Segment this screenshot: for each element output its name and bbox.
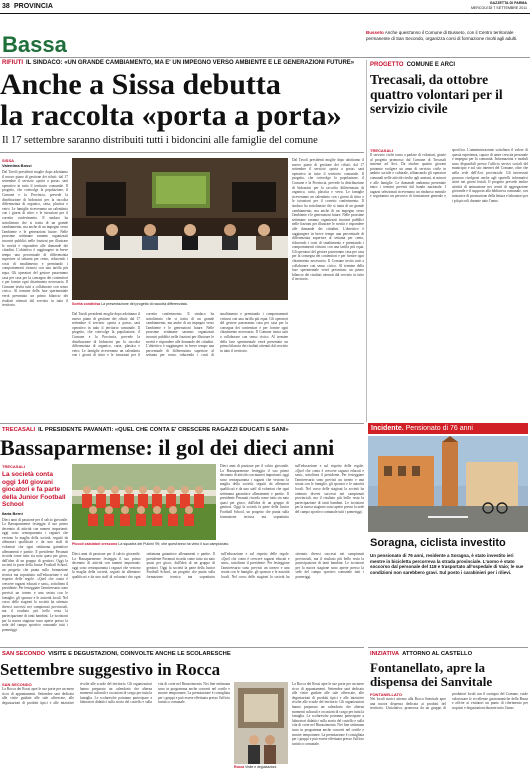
meeting-photo-illustration xyxy=(72,158,288,300)
brief-tag: Busseto xyxy=(366,30,384,35)
feature-deck: La società conta oggi 140 giovani giocatori e fa parte della Junior Football School xyxy=(2,471,66,508)
trecasali-kicker-tag: PROGETTO xyxy=(370,62,404,68)
street-photo-illustration xyxy=(368,436,528,532)
lead-body-2: Dal Tavoli presidenti moglie dopo adottiamo il nuovo piano di gestione dei rifiuti: dal 17 settembre il servizio «porta a porta» sarà operativo in tutto il territorio comunale. Il progetto, che coinvolge la popolazione, il Comune e la Provincia, prevede la distribuzione di bidoncini per la raccolta differenziata di organico, carta, plastica e vetro. Le famiglie riceveranno un calendario con i giorni di ritiro e le istruzioni per il corretto conferimento. Il sindaco ha sottolineato che si tratta di un grande cambiamento, ma anche di un impegno verso l'ambiente e le generazioni future. Nelle prossime settimane saranno organizzati incontri pubblici nelle frazioni per illustrare le novità e rispondere alle domande dei cittadini. L'obiettivo è raggiungere in breve tempo una percentuale di differenziata superiore al settanta per cento, riducendo i costi di smaltimento e premiando i comportamenti virtuosi con una tariffa più equa. Gli operatori del gestore passeranno casa per casa per la consegna dei contenitori e per fornire ogni chiarimento necessario. Il Comune invita tutti a collaborare con senso civico. Al termine della fase sperimentale verrà presentato un primo bilancio dei risultati ottenuti dal servizio in tutto il territorio. xyxy=(292,158,364,282)
feature-kicker-text: IL PRESIDENTE PAVANATI: «QUEL CHE CONTA E' CRESCERE RAGAZZI EDUCATI E SANI» xyxy=(38,427,289,433)
rocca-columns xyxy=(2,682,230,773)
trecasali-headline: Trecasali, da ottobre quattro volontari per il servizio civile xyxy=(370,72,503,116)
lead-headline-line2: la raccolta «porta a porta» xyxy=(0,99,342,132)
lead-photo xyxy=(72,158,288,300)
fontanellato-columns xyxy=(370,692,528,773)
fontanellato-body: Nei locali storici attorno alla Rocca Sanvitale apre una nuova dispensa dedicata ai prodotti del territorio. L'iniziativa, promossa da un gruppo di produttori locali con il sostegno del Comune, vuole valorizzare le eccellenze gastronomiche della Bassa e offrire ai visitatori un punto di riferimento per acquisti e degustazioni durante tutto l'anno. xyxy=(370,692,528,711)
lead-place: SISSA xyxy=(2,158,15,163)
feature-body-1: Dieci anni di passione per il calcio giovanile. La Bassaparmense festeggia il suo primo decennio di attività con numeri importanti: oggi sono centoquaranta i ragazzi che vestono la maglia della società, seguiti da allenatori qualificati e da uno staff di volontari che ogni settimana garantisce allenamenti e partite. Il presidente Pavanati ricorda come tutto sia nato quasi per gioco, dall'idea di un gruppo di genitori. Oggi la società fa parte della Junior Football School, un progetto che punta sulla formazione tecnica ma soprattutto sull'educazione e sul rispetto delle regole. «Quel che conta è crescere ragazzi educati e sani», sottolinea il presidente. Per festeggiare l'anniversario sono previsti un torneo e una serata con le famiglie, gli sponsor e le autorità locali. Nel corso delle stagioni la società ha ottenuto diversi successi nei campionati provinciali, ma il risultato più bello resta la partecipazione di tanti bambini. Le iscrizioni per la nuova stagione sono aperte presso la sede del campo sportivo comunale tutti i pomeriggi. xyxy=(2,517,68,632)
team-caption-text: La squadra dei Pulcini '99, che quest'anno ha vinto il suo campionato. xyxy=(118,542,230,546)
issue-date: MERCOLEDÌ 7 SETTEMBRE 2011 xyxy=(470,6,527,10)
section-title: Bassa xyxy=(2,32,67,57)
lead-bottom-columns xyxy=(72,312,288,420)
incidente-headline: Soragna, ciclista investito xyxy=(370,537,506,549)
incidente-title: Pensionato di 76 anni xyxy=(405,425,473,432)
rocca-caption-text: Visite e degustazioni. xyxy=(245,765,278,769)
rocca-columns-right xyxy=(292,682,364,773)
fontanellato-headline: Fontanellato, apre la dispensa dei Sanvitale xyxy=(370,660,493,689)
brief-text: Anche quest'anno il Comune di Busseto, con il Centro territoriale permanente di San Secondo, organizza corsi di formazione rivolti agli adulti. xyxy=(366,30,518,41)
lead-subhead: Il 17 settembre saranno distribuiti tutti i bidoncini alle famiglie del comune xyxy=(2,135,318,146)
feature-kicker-tag: TRECASALI xyxy=(2,427,36,433)
lead-kicker-text: IL SINDACO: «UN GRANDE CAMBIAMENTO, MA E' UN IMPEGNO VERSO AMBIENTE E LE GENERAZIONI FUTURE» xyxy=(26,60,355,66)
rocca-body: La Rocca dei Rossi apre le sue porte per un mese ricco di appuntamenti. Settembre sarà dedicato alle visite guidate alle sale affrescate, alle degustazioni di prodotti tipici e alle iniziative rivolte alle scuole del territorio. Gli organizzatori hanno preparato un calendario che alterna momenti culturali e occasioni di svago per tutta la famiglia. Le scolaresche potranno partecipare a laboratori didattici sulla storia del castello e sulla vita di corte nel Rinascimento. Nei fine settimana sono in programma anche concerti nel cortile e mostre temporanee. La prenotazione è consigliata per i gruppi e può essere effettuata presso l'ufficio turistico comunale. xyxy=(2,682,230,705)
section-rule xyxy=(0,57,530,58)
team-caption-tag: Piccoli calciatori crescono xyxy=(72,542,118,546)
incidente-box xyxy=(368,423,528,642)
lead-first-column xyxy=(2,158,68,420)
rocca-headline: Settembre suggestivo in Rocca xyxy=(0,660,221,679)
rocca-kicker-text: VISITE E DEGUSTAZIONI, COINVOLTE ANCHE LE SCOLARESCHE xyxy=(48,651,231,657)
lead-subhead-rule xyxy=(0,152,364,153)
lead-kicker xyxy=(2,60,354,66)
fontanellato-kicker-text: ATTORNO AL CASTELLO xyxy=(402,651,473,657)
trecasali-place: TRECASALI xyxy=(370,148,393,153)
rocca-caption-tag: Rocca xyxy=(234,765,245,769)
lead-right-columns xyxy=(292,158,364,420)
section-label: PROVINCIA xyxy=(14,3,53,10)
lead-body-3: Dal Tavoli presidenti moglie dopo adottiamo il nuovo piano di gestione dei rifiuti: dal 17 settembre il servizio «porta a porta» sarà operativo in tutto il territorio comunale. Il progetto, che coinvolge la popolazione, il Comune e la Provincia, prevede la distribuzione di bidoncini per la raccolta differenziata di organico, carta, plastica e vetro. Le famiglie riceveranno un calendario con i giorni di ritiro e le istruzioni per il corretto conferimento. Il sindaco ha sottolineato che si tratta di un grande cambiamento, ma anche di un impegno verso l'ambiente e le generazioni future. Nelle prossime settimane saranno organizzati incontri pubblici nelle frazioni per illustrare le novità e rispondere alle domande dei cittadini. L'obiettivo è raggiungere in breve tempo una percentuale di differenziata superiore al settanta per cento, riducendo i costi di smaltimento e premiando i comportamenti virtuosi con una tariffa più equa. Gli operatori del gestore passeranno casa per casa per la consegna dei contenitori e per fornire ogni chiarimento necessario. Il Comune invita tutti a collaborare con senso civico. Al termine della fase sperimentale verrà presentato un primo bilancio dei risultati ottenuti dal servizio in tutto il territorio. xyxy=(72,312,288,358)
feature-top-rule xyxy=(0,423,364,424)
brief-busseto xyxy=(366,30,526,41)
lead-caption-tag: Scelta condivisa xyxy=(72,302,101,306)
trecasali-body: Il servizio civile torna a parlare di volontari, grazie al progetto promosso dal Comune di Trecasali insieme ad Arci. Da ottobre quattro giovani potranno svolgere un anno di servizio civile in ambito sociale e culturale, affiancando gli operatori comunali nelle attività rivolte agli anziani, ai minori e alle famiglie. Le domande andranno presentate entro i termini previsti dal bando nazionale. I ragazzi selezionati riceveranno un rimborso mensile e seguiranno un percorso di formazione generale e specifica. L'amministrazione sottolinea il valore di questa esperienza, capace di unire crescita personale e impegno per la comunità. Informazioni e moduli sono disponibili presso l'ufficio servizi sociali del municipio e sul sito internet del Comune, oltre che nella sede dell'Arci provinciale. Gli interessati possono rivolgersi anche agli sportelli informativi attivi nei giorni feriali. Il progetto prevede inoltre attività di animazione nei centri di aggregazione giovanile e il supporto alla biblioteca comunale, con iniziative di promozione della lettura e laboratori per i più piccoli durante tutto l'anno. xyxy=(370,148,528,203)
bottom-right-rule xyxy=(368,647,528,648)
feature-columns-bottom xyxy=(72,552,364,642)
incidente-body: Un pensionato di 76 anni, residente a Soragna, è stato investito ieri mentre in bicicletta percorreva la strada provinciale. L'uomo è stato soccorso dal personale del 118 e trasportato all'ospedale di Vaio; le sue condizioni non sarebbero gravi. Sul posto i carabinieri per i rilievi. xyxy=(370,553,524,575)
fontanellato-kicker-tag: INIZIATIVA xyxy=(370,651,400,657)
paper-name: GAZZETTA DI PARMA xyxy=(489,1,527,5)
rocca-photo-caption xyxy=(234,765,294,769)
feature-kicker xyxy=(2,427,289,433)
feature-headline: Bassaparmense: il gol dei dieci anni xyxy=(0,435,335,460)
lead-kicker-tag: RIFIUTI xyxy=(2,60,23,66)
page-header xyxy=(0,0,530,14)
page-number: 38 xyxy=(2,3,10,10)
lead-photo-caption xyxy=(72,302,288,306)
incidente-photo xyxy=(368,436,528,532)
lead-headline xyxy=(0,69,380,131)
bottom-left-rule xyxy=(0,647,364,648)
feature-columns-right xyxy=(220,464,364,540)
rocca-photo-illustration xyxy=(234,682,288,764)
trecasali-kicker-text: COMUNE E ARCI xyxy=(406,62,456,68)
fontanellato-place: FONTANELLATO xyxy=(370,692,402,697)
feature-first-column xyxy=(2,464,68,642)
header-rule xyxy=(0,13,530,14)
column-divider xyxy=(366,60,367,422)
team-photo xyxy=(72,464,216,540)
rocca-photo xyxy=(234,682,288,764)
trecasali-body-wrap xyxy=(370,148,528,420)
fontanellato-kicker xyxy=(370,651,472,657)
lead-caption-text: La presentazione del progetto di raccolta differenziata. xyxy=(101,302,188,306)
lead-headline-line1: Anche a Sissa debutta xyxy=(0,68,281,101)
feature-byline: Ilaria Berni xyxy=(2,510,23,516)
feature-body-2: Dieci anni di passione per il calcio giovanile. La Bassaparmense festeggia il suo primo decennio di attività con numeri importanti: oggi sono centoquaranta i ragazzi che vestono la maglia della società, seguiti da allenatori qualificati e da uno staff di volontari che ogni settimana garantisce allenamenti e partite. Il presidente Pavanati ricorda come tutto sia nato quasi per gioco, dall'idea di un gruppo di genitori. Oggi la società fa parte della Junior Football School, un progetto che punta sulla formazione tecnica ma soprattutto sull'educazione e sul rispetto delle regole. «Quel che conta è crescere ragazzi educati e sani», sottolinea il presidente. Per festeggiare l'anniversario sono previsti un torneo e una serata con le famiglie, gli sponsor e le autorità locali. Nel corso delle stagioni la società ha ottenuto diversi successi nei campionati provinciali, ma il risultato più bello resta la partecipazione di tanti bambini. Le iscrizioni per la nuova stagione sono aperte presso la sede del campo sportivo comunale tutti i pomeriggi. xyxy=(220,464,364,519)
lead-body-1: Dal Tavoli presidenti moglie dopo adottiamo il nuovo piano di gestione dei rifiuti: dal 17 settembre il servizio «porta a porta» sarà operativo in tutto il territorio comunale. Il progetto, che coinvolge la popolazione, il Comune e la Provincia, prevede la distribuzione di bidoncini per la raccolta differenziata di organico, carta, plastica e vetro. Le famiglie riceveranno un calendario con i giorni di ritiro e le istruzioni per il corretto conferimento. Il sindaco ha sottolineato che si tratta di un grande cambiamento, ma anche di un impegno verso l'ambiente e le generazioni future. Nelle prossime settimane saranno organizzati incontri pubblici nelle frazioni per illustrare le novità e rispondere alle domande dei cittadini. L'obiettivo è raggiungere in breve tempo una percentuale di differenziata superiore al settanta per cento, riducendo i costi di smaltimento e premiando i comportamenti virtuosi con una tariffa più equa. Gli operatori del gestore passeranno casa per casa per la consegna dei contenitori e per fornire ogni chiarimento necessario. Il Comune invita tutti a collaborare con senso civico. Al termine della fase sperimentale verrà presentato un primo bilancio dei risultati ottenuti dal servizio in tutto il territorio. xyxy=(2,170,68,308)
rocca-place: SAN SECONDO xyxy=(2,682,32,687)
feature-body-3: Dieci anni di passione per il calcio giovanile. La Bassaparmense festeggia il suo primo decennio di attività con numeri importanti: oggi sono centoquaranta i ragazzi che vestono la maglia della società, seguiti da allenatori qualificati e da uno staff di volontari che ogni settimana garantisce allenamenti e partite. Il presidente Pavanati ricorda come tutto sia nato quasi per gioco, dall'idea di un gruppo di genitori. Oggi la società fa parte della Junior Football School, un progetto che punta sulla formazione tecnica ma soprattutto sull'educazione e sul rispetto delle regole. «Quel che conta è crescere ragazzi educati e sani», sottolinea il presidente. Per festeggiare l'anniversario sono previsti un torneo e una serata con le famiglie, gli sponsor e le autorità locali. Nel corso delle stagioni la società ha ottenuto diversi successi nei campionati provinciali, ma il risultato più bello resta la partecipazione di tanti bambini. Le iscrizioni per la nuova stagione sono aperte presso la sede del campo sportivo comunale tutti i pomeriggi. xyxy=(72,552,364,579)
incidente-bar xyxy=(368,423,528,434)
rocca-kicker-tag: SAN SECONDO xyxy=(2,651,46,657)
lead-byline: Valentina Bossi xyxy=(2,163,32,168)
trecasali-kicker xyxy=(370,62,455,68)
incidente-tag: Incidente. xyxy=(371,425,404,432)
team-photo-caption xyxy=(72,542,288,546)
rocca-kicker xyxy=(2,651,231,657)
feature-place: TRECASALI xyxy=(2,464,25,469)
rocca-body-2: La Rocca dei Rossi apre le sue porte per un mese ricco di appuntamenti. Settembre sarà dedicato alle visite guidate alle sale affrescate, alle degustazioni di prodotti tipici e alle iniziative rivolte alle scuole del territorio. Gli organizzatori hanno preparato un calendario che alterna momenti culturali e occasioni di svago per tutta la famiglia. Le scolaresche potranno partecipare a laboratori didattici sulla storia del castello e sulla vita di corte nel Rinascimento. Nei fine settimana sono in programma anche concerti nel cortile e mostre temporanee. La prenotazione è consigliata per i gruppi e può essere effettuata presso l'ufficio turistico comunale. xyxy=(292,682,364,746)
team-photo-illustration xyxy=(72,464,216,540)
